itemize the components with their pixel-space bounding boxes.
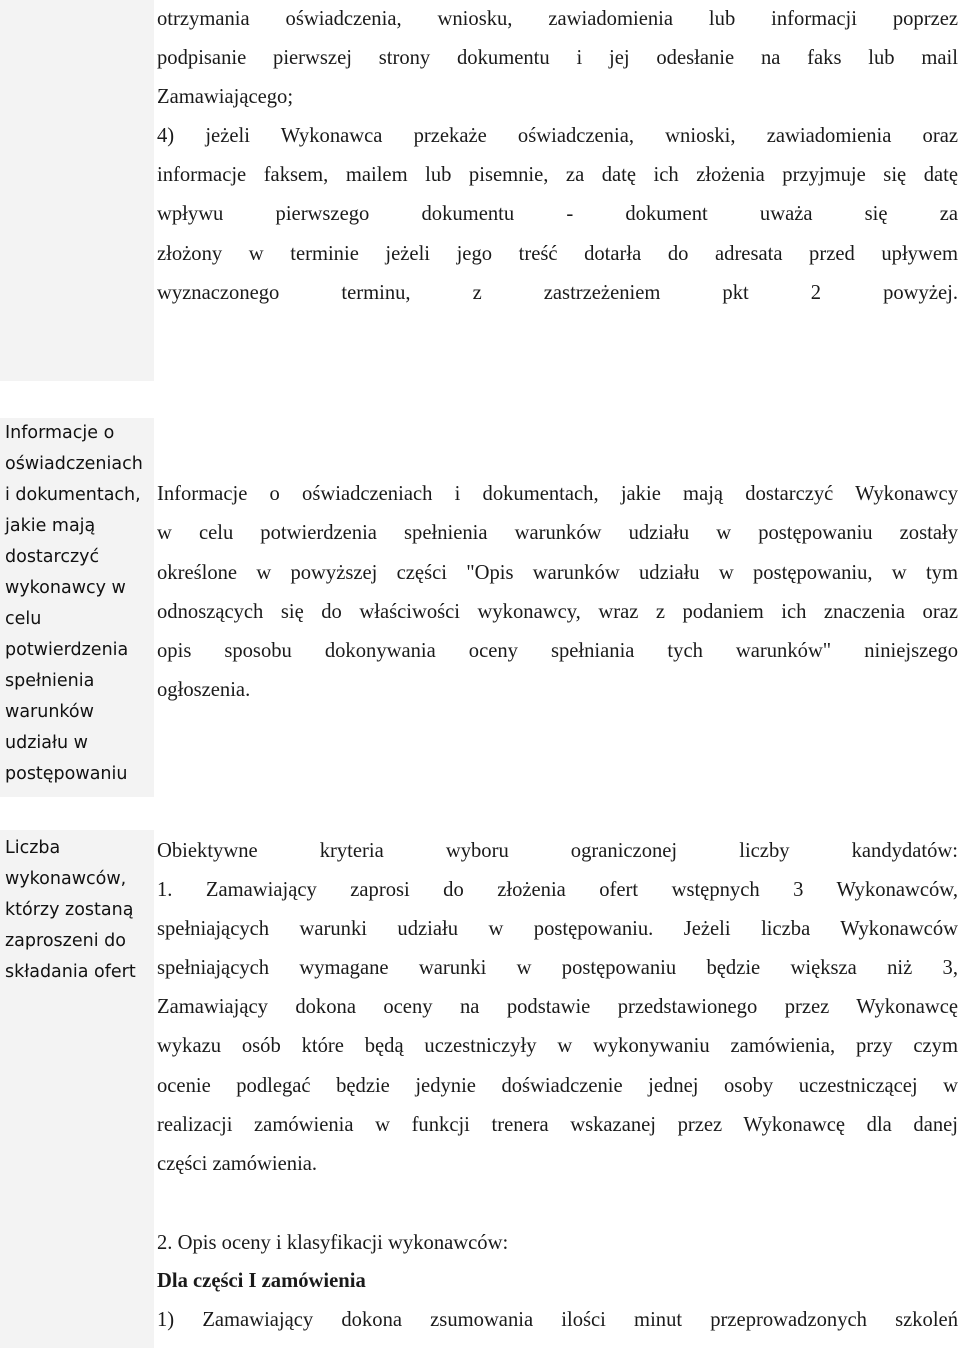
documents-label — [5, 418, 143, 790]
count-line-8: realizacji zamówienia w funkcji trenera wskazanej przez Wykonawcę dla danej — [157, 1113, 958, 1136]
top-line-2: podpisanie pierwszej strony dokumentu i jej odesłanie na faks lub mail — [157, 47, 958, 70]
documents-label-line: Informacje o — [5, 423, 115, 443]
count-line-3: spełniających warunki udziału w postępowaniu. Jeżeli liczba Wykonawców — [157, 918, 958, 941]
point2-title: 2. Opis oceny i klasyfikacji wykonawców: — [157, 1232, 509, 1254]
count-label-line: wykonawców, — [5, 869, 127, 889]
documents-label-line: potwierdzenia — [5, 640, 129, 660]
top-line-1: otrzymania oświadczenia, wniosku, zawiadomienia lub informacji poprzez — [157, 8, 958, 30]
top-line-3: Zamawiającego; — [157, 86, 294, 109]
top-section-text — [157, 0, 958, 313]
count-line-2: 1. Zamawiający zaprosi do złożenia ofert wstępnych 3 Wykonawców, — [157, 879, 958, 902]
documents-label-line: i dokumentach, — [5, 485, 141, 505]
point1-line: 1) Zamawiający dokona zsumowania ilości minut przeprowadzonych szkoleń — [157, 1309, 958, 1331]
documents-text — [157, 475, 958, 711]
documents-line-1: Informacje o oświadczeniach i dokumentach, jakie mają dostarczyć Wykonawcy — [157, 483, 958, 505]
count-line-9: części zamówienia. — [157, 1152, 318, 1175]
count-label — [5, 833, 136, 988]
count-label-line: zaproszeni do — [5, 931, 126, 951]
count-label-line: Liczba — [5, 838, 61, 858]
documents-label-line: celu — [5, 609, 42, 629]
top-line-4: 4) jeżeli Wykonawca przekaże oświadczenia, wnioski, zawiadomienia oraz — [157, 125, 958, 148]
count-label-line: składania ofert — [5, 962, 136, 982]
count-label-line: którzy zostaną — [5, 900, 134, 920]
documents-line-4: odnoszących się do właściwości wykonawcy, wraz z podaniem ich znaczenia oraz — [157, 600, 958, 623]
count-paragraph-1 — [157, 832, 958, 1184]
count-line-5: Zamawiający dokona oceny na podstawie przedstawionego przez Wykonawcę — [157, 996, 958, 1019]
documents-label-line: oświadczeniach — [5, 454, 143, 474]
documents-label-line: warunków — [5, 702, 94, 722]
documents-line-6: ogłoszenia. — [157, 679, 251, 702]
documents-line-3: określone w powyższej części "Opis warunków udziału w postępowaniu, w tym — [157, 561, 958, 584]
documents-label-line: wykonawcy w — [5, 578, 126, 598]
documents-label-line: dostarczyć — [5, 547, 100, 567]
count-line-7: ocenie podlegać będzie jedynie doświadczenie jednej osoby uczestniczącej w — [157, 1074, 958, 1097]
documents-label-line: udziału w — [5, 733, 88, 753]
documents-line-5: opis sposobu dokonywania oceny spełniania tych warunków" niniejszego — [157, 640, 958, 663]
count-line-6: wykazu osób które będą uczestniczyły w wykonywaniu zamówienia, przy czym — [157, 1035, 958, 1058]
top-label-cell — [0, 0, 154, 381]
top-line-8: wyznaczonego terminu, z zastrzeżeniem pkt 2 powyżej. — [157, 281, 958, 304]
top-line-6: wpływu pierwszego dokumentu - dokument uważa się za — [157, 203, 958, 226]
documents-label-line: spełnienia — [5, 671, 95, 691]
part1-heading: Dla części I zamówienia — [157, 1270, 366, 1292]
documents-label-line: postępowaniu — [5, 764, 128, 784]
documents-line-2: w celu potwierdzenia spełnienia warunków udziału w postępowaniu zostały — [157, 522, 958, 545]
top-line-5: informacje faksem, mailem lub pisemnie, za datę ich złożenia przyjmuje się datę — [157, 164, 958, 187]
top-line-7: złożony w terminie jeżeli jego treść dotarła do adresata przed upływem — [157, 242, 958, 265]
documents-label-line: jakie mają — [5, 516, 96, 536]
count-line-4: spełniających wymagane warunki w postępowaniu będzie większa niż 3, — [157, 957, 958, 980]
count-line-1: Obiektywne kryteria wyboru ograniczonej liczby kandydatów: — [157, 840, 958, 862]
